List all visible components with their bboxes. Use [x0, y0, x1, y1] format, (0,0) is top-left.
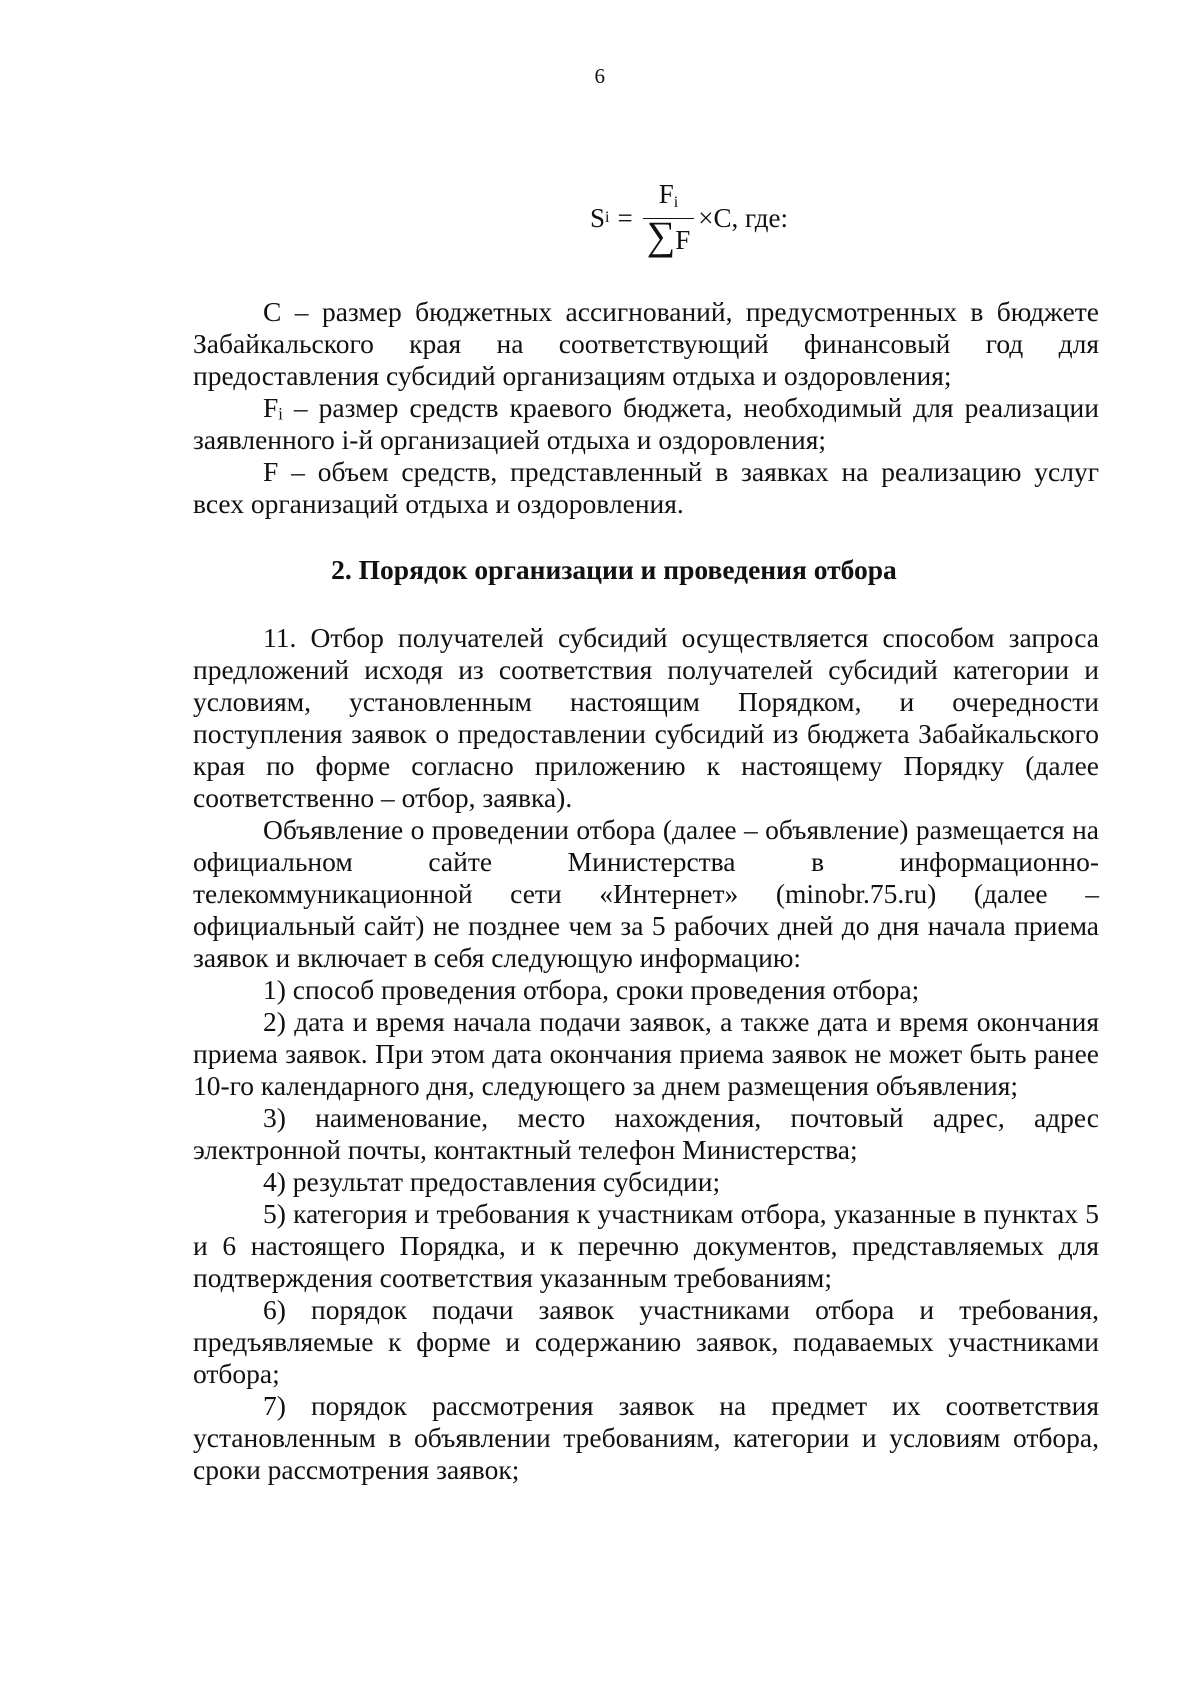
- formula: [590, 178, 788, 258]
- formula-c: C: [713, 202, 732, 233]
- paragraph-11: 11. Отбор получателей субсидий осуществляется способом запроса предложений исходя из соответствия получателей субсидий категории и условиям, установленным настоящим Порядком, и очередности поступления заявок о предоставлении субсидий из бюджета Забайкальского края по форме согласно приложению к настоящему Порядку (далее соответственно – отбор, заявка).: [193, 622, 1099, 813]
- paragraph-announcement: Объявление о проведении отбора (далее – объявление) размещается на официальном сайте Министерства в информационно-телекоммуникационной сети «Интернет» (minobr.75.ru) (далее – официальный сайт) не позднее чем за 5 рабочих дней до дня начала приема заявок и включает в себя следующую информацию:: [193, 814, 1099, 973]
- definitions-block: [193, 296, 1099, 520]
- formula-num-symbol: F: [658, 179, 674, 209]
- formula-num-subscript: i: [673, 194, 679, 211]
- list-item-7: 7) порядок рассмотрения заявок на предмет их соответствия установленным в объявлении требованиям, категории и условиям отбора, сроки рассмотрения заявок;: [193, 1390, 1099, 1485]
- formula-fraction: [643, 179, 695, 257]
- list-item-6: 6) порядок подачи заявок участниками отбора и требования, предъявляемые к форме и содержанию заявок, подаваемых участниками отбора;: [193, 1294, 1099, 1389]
- definition-c: С – размер бюджетных ассигнований, предусмотренных в бюджете Забайкальского края на соответствующий финансовый год для предоставления субсидий организациям отдыха и оздоровления;: [193, 296, 1099, 391]
- formula-tail: , где:: [731, 202, 788, 233]
- section-heading: 2. Порядок организации и проведения отбора: [331, 554, 897, 585]
- formula-times: ×: [698, 202, 714, 233]
- main-text-block: [193, 622, 1099, 1486]
- definition-f: F – объем средств, представленный в заявках на реализацию услуг всех организаций отдыха и оздоровления.: [193, 456, 1099, 519]
- formula-denominator: [643, 213, 695, 258]
- sigma-symbol: ∑: [646, 213, 676, 258]
- definition-fi: Fᵢ – размер средств краевого бюджета, необходимый для реализации заявленного i-й организацией отдыха и оздоровления;: [193, 392, 1099, 455]
- list-item-5: 5) категория и требования к участникам отбора, указанные в пунктах 5 и 6 настоящего Порядка, и к перечню документов, представляемых для подтверждения соответствия указанным требованиям;: [193, 1198, 1099, 1293]
- formula-lhs: S: [590, 202, 606, 233]
- page-number: 6: [594, 64, 606, 88]
- list-item-4: 4) результат предоставления субсидии;: [263, 1166, 721, 1197]
- list-item-2: 2) дата и время начала подачи заявок, а также дата и время окончания приема заявок. При этом дата окончания приема заявок не может быть ранее 10-го календарного дня, следующего за днем размещения объявления;: [193, 1006, 1099, 1101]
- formula-lhs-subscript: i: [605, 209, 610, 226]
- list-item-3: 3) наименование, место нахождения, почтовый адрес, адрес электронной почты, контактный телефон Министерства;: [193, 1102, 1099, 1165]
- formula-den-symbol: F: [675, 225, 691, 255]
- list-item-1: 1) способ проведения отбора, сроки проведения отбора;: [263, 974, 920, 1005]
- formula-equals: =: [617, 202, 633, 233]
